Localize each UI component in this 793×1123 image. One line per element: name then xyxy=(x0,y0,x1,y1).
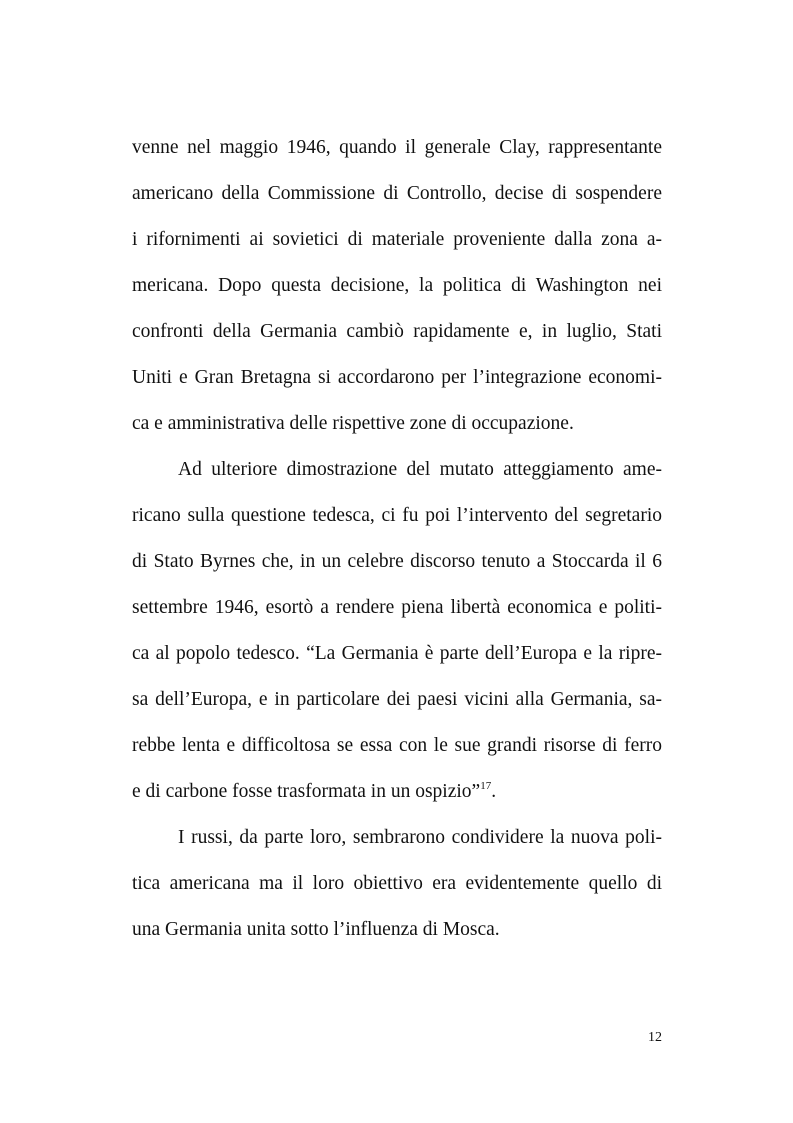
paragraph-2-line-5: ca al popolo tedesco. “La Germania è parte dell’Europa e la ripre- xyxy=(132,643,662,664)
footnote-reference: 17 xyxy=(480,780,492,792)
paragraph-1-line-7: ca e amministrativa delle rispettive zone di occupazione. xyxy=(132,413,574,434)
paragraph-2-line-6: sa dell’Europa, e in particolare dei paesi vicini alla Germania, sa- xyxy=(132,689,662,710)
paragraph-1-line-1: venne nel maggio 1946, quando il generale Clay, rappresentante xyxy=(132,137,662,158)
paragraph-1-line-5: confronti della Germania cambiò rapidamente e, in luglio, Stati xyxy=(132,321,662,342)
paragraph-1-line-3: i rifornimenti ai sovietici di materiale proveniente dalla zona a- xyxy=(132,229,662,250)
paragraph-2-line-3: di Stato Byrnes che, in un celebre discorso tenuto a Stoccarda il 6 xyxy=(132,551,662,572)
paragraph-3-line-1: I russi, da parte loro, sembrarono condividere la nuova poli- xyxy=(178,827,662,848)
paragraph-1-line-4: mericana. Dopo questa decisione, la politica di Washington nei xyxy=(132,275,662,296)
page-number: 12 xyxy=(648,1030,662,1045)
paragraph-2-line-8-text: e di carbone fosse trasformata in un ospizio” xyxy=(132,781,481,802)
paragraph-2-line-2: ricano sulla questione tedesca, ci fu poi l’intervento del segretario xyxy=(132,505,662,526)
paragraph-3-line-2: tica americana ma il loro obiettivo era evidentemente quello di xyxy=(132,873,662,894)
paragraph-2-line-7: rebbe lenta e difficoltosa se essa con le sue grandi risorse di ferro xyxy=(132,735,662,756)
paragraph-2-line-8-end: . xyxy=(491,781,497,802)
paragraph-3-line-3: una Germania unita sotto l’influenza di Mosca. xyxy=(132,919,500,940)
paragraph-2-line-1: Ad ulteriore dimostrazione del mutato atteggiamento ame- xyxy=(178,459,662,480)
body-text xyxy=(132,128,662,956)
paragraph-2-line-4: settembre 1946, esortò a rendere piena libertà economica e politi- xyxy=(132,597,662,618)
paragraph-1-line-6: Uniti e Gran Bretagna si accordarono per l’integrazione economi- xyxy=(132,367,662,388)
paragraph-1-line-2: americano della Commissione di Controllo, decise di sospendere xyxy=(132,183,662,204)
paragraph-2-line-8 xyxy=(132,772,662,818)
